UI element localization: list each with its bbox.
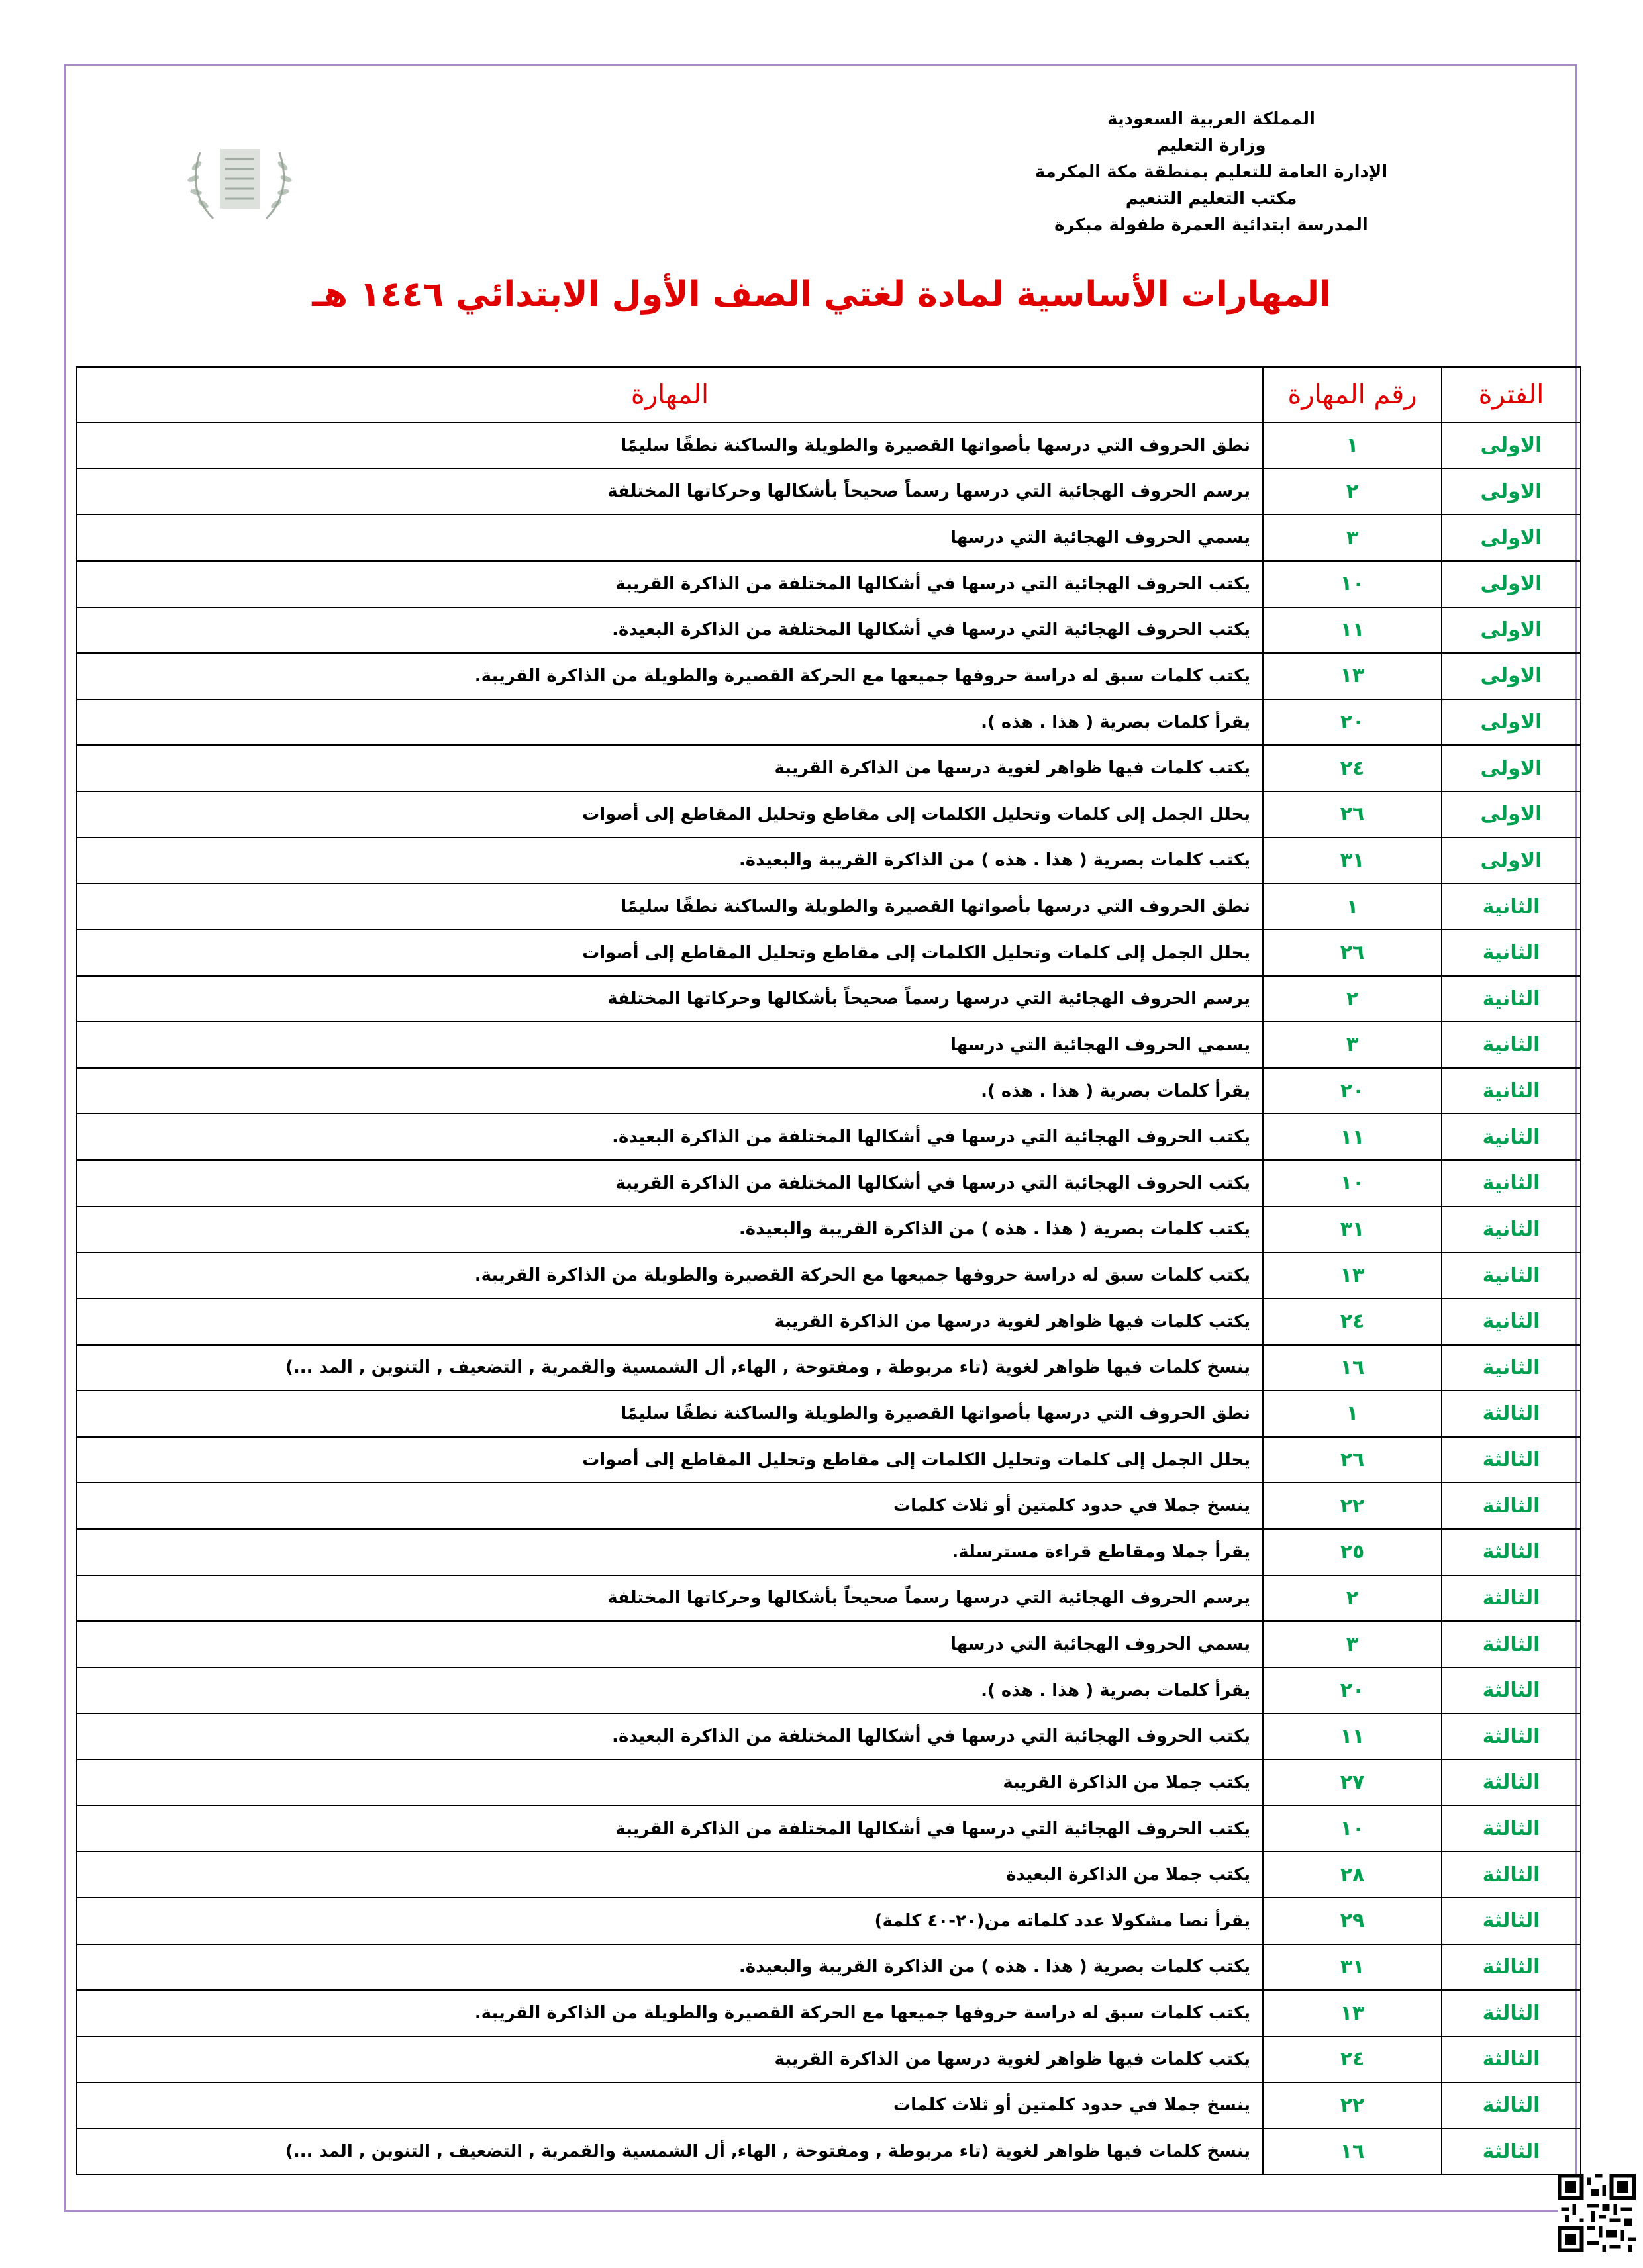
period-cell: الثالثة: [1442, 1483, 1581, 1529]
table-row: [77, 791, 1581, 838]
period-cell: الثالثة: [1442, 1990, 1581, 2036]
period-cell: الاولى: [1442, 607, 1581, 654]
period-cell: الثالثة: [1442, 1806, 1581, 1852]
skill-number-cell: ١: [1263, 883, 1442, 930]
laurel-logo-icon: [174, 132, 306, 232]
skill-number-cell: ٣١: [1263, 838, 1442, 884]
period-cell: الثانية: [1442, 1068, 1581, 1114]
table-row: [77, 1437, 1581, 1483]
skill-cell: يكتب كلمات فيها ظواهر لغوية درسها من الذاكرة القريبة: [77, 2036, 1263, 2083]
table-row: [77, 422, 1581, 469]
qr-code-icon: [1558, 2174, 1636, 2252]
table-row: [77, 2036, 1581, 2083]
table-row: [77, 930, 1581, 976]
skill-cell: يقرأ كلمات بصرية ( هذا . هذه ).: [77, 1667, 1263, 1714]
table-row: [77, 607, 1581, 654]
letterhead-school: المدرسة ابتدائية العمرة طفولة مبكرة: [1054, 215, 1368, 235]
table-row: [77, 653, 1581, 699]
header-skill: المهارة: [77, 367, 1263, 422]
skill-cell: يقرأ كلمات بصرية ( هذا . هذه ).: [77, 1068, 1263, 1114]
skill-cell: يسمي الحروف الهجائية التي درسها: [77, 515, 1263, 561]
skill-cell: يكتب كلمات سبق له دراسة حروفها جميعها مع الحركة القصيرة والطويلة من الذاكرة القريبة.: [77, 1252, 1263, 1299]
skill-cell: يسمي الحروف الهجائية التي درسها: [77, 1621, 1263, 1667]
skill-cell: يرسم الحروف الهجائية التي درسها رسماً صحيحاً بأشكالها وحركاتها المختلفة: [77, 1575, 1263, 1622]
skill-number-cell: ٢٠: [1263, 1667, 1442, 1714]
period-cell: الثالثة: [1442, 2083, 1581, 2129]
table-row: [77, 469, 1581, 515]
table-row: [77, 1391, 1581, 1437]
period-cell: الثانية: [1442, 1299, 1581, 1345]
period-cell: الاولى: [1442, 791, 1581, 838]
header-period: الفترة: [1442, 367, 1581, 422]
skill-cell: يكتب جملا من الذاكرة البعيدة: [77, 1851, 1263, 1898]
period-cell: الثالثة: [1442, 2036, 1581, 2083]
period-cell: الاولى: [1442, 422, 1581, 469]
table-header-row: [77, 367, 1581, 422]
skill-cell: ينسخ كلمات فيها ظواهر لغوية (تاء مربوطة , ومفتوحة , الهاء, أل الشمسية والقمرية , التضعيف , التنوين , المد ...): [77, 2128, 1263, 2175]
skill-cell: نطق الحروف التي درسها بأصواتها القصيرة والطويلة والساكنة نطقًا سليمًا: [77, 883, 1263, 930]
table-row: [77, 976, 1581, 1022]
letterhead-country: المملكة العربية السعودية: [1107, 109, 1315, 129]
period-cell: الثانية: [1442, 930, 1581, 976]
period-cell: الثانية: [1442, 1022, 1581, 1068]
skill-cell: يكتب كلمات بصرية ( هذا . هذه ) من الذاكرة القريبة والبعيدة.: [77, 1944, 1263, 1991]
skill-number-cell: ١٠: [1263, 1806, 1442, 1852]
period-cell: الثالثة: [1442, 1575, 1581, 1622]
skill-number-cell: ١١: [1263, 607, 1442, 654]
table-row: [77, 1806, 1581, 1852]
period-cell: الثانية: [1442, 976, 1581, 1022]
skill-cell: يكتب كلمات فيها ظواهر لغوية درسها من الذاكرة القريبة: [77, 1299, 1263, 1345]
table-row: [77, 1714, 1581, 1760]
skill-cell: نطق الحروف التي درسها بأصواتها القصيرة والطويلة والساكنة نطقًا سليمًا: [77, 1391, 1263, 1437]
skill-cell: يحلل الجمل إلى كلمات وتحليل الكلمات إلى مقاطع وتحليل المقاطع إلى أصوات: [77, 1437, 1263, 1483]
school-logo: [174, 132, 306, 232]
table-row: [77, 2128, 1581, 2175]
table-row: [77, 2083, 1581, 2129]
skill-number-cell: ٢٩: [1263, 1898, 1442, 1944]
period-cell: الثالثة: [1442, 1529, 1581, 1575]
skill-cell: يسمي الحروف الهجائية التي درسها: [77, 1022, 1263, 1068]
skill-number-cell: ١٠: [1263, 1160, 1442, 1207]
table-row: [77, 561, 1581, 607]
skill-cell: يكتب الحروف الهجائية التي درسها في أشكالها المختلفة من الذاكرة القريبة: [77, 561, 1263, 607]
period-cell: الاولى: [1442, 469, 1581, 515]
table-row: [77, 1667, 1581, 1714]
skill-cell: يكتب كلمات بصرية ( هذا . هذه ) من الذاكرة القريبة والبعيدة.: [77, 838, 1263, 884]
skill-number-cell: ١٣: [1263, 1252, 1442, 1299]
qr-code: [1558, 2174, 1636, 2252]
table-row: [77, 1114, 1581, 1160]
skill-number-cell: ٢٠: [1263, 1068, 1442, 1114]
skill-number-cell: ١١: [1263, 1114, 1442, 1160]
skill-cell: يقرأ جملا ومقاطع قراءة مسترسلة.: [77, 1529, 1263, 1575]
period-cell: الثالثة: [1442, 1437, 1581, 1483]
period-cell: الثالثة: [1442, 1759, 1581, 1806]
period-cell: الثالثة: [1442, 1714, 1581, 1760]
letterhead-directorate: الإدارة العامة للتعليم بمنطقة مكة المكرمة: [1034, 162, 1388, 182]
period-cell: الاولى: [1442, 745, 1581, 791]
skill-number-cell: ٢٤: [1263, 745, 1442, 791]
table-body: [77, 422, 1581, 2175]
skill-number-cell: ٣: [1263, 1621, 1442, 1667]
table-row: [77, 1022, 1581, 1068]
skill-number-cell: ١٠: [1263, 561, 1442, 607]
skill-cell: يكتب الحروف الهجائية التي درسها في أشكالها المختلفة من الذاكرة البعيدة.: [77, 1114, 1263, 1160]
table-row: [77, 1575, 1581, 1622]
skill-cell: يرسم الحروف الهجائية التي درسها رسماً صحيحاً بأشكالها وحركاتها المختلفة: [77, 469, 1263, 515]
letterhead-ministry: وزارة التعليم: [1156, 136, 1266, 156]
skill-cell: يكتب كلمات سبق له دراسة حروفها جميعها مع الحركة القصيرة والطويلة من الذاكرة القريبة.: [77, 653, 1263, 699]
skill-number-cell: ٢٦: [1263, 930, 1442, 976]
table-row: [77, 1621, 1581, 1667]
skill-cell: يقرأ كلمات بصرية ( هذا . هذه ).: [77, 699, 1263, 746]
period-cell: الاولى: [1442, 838, 1581, 884]
skill-number-cell: ٢٨: [1263, 1851, 1442, 1898]
skill-number-cell: ٢٧: [1263, 1759, 1442, 1806]
skill-cell: نطق الحروف التي درسها بأصواتها القصيرة والطويلة والساكنة نطقًا سليمًا: [77, 422, 1263, 469]
skill-number-cell: ٢٢: [1263, 2083, 1442, 2129]
table-row: [77, 1898, 1581, 1944]
table-row: [77, 1068, 1581, 1114]
table-row: [77, 1252, 1581, 1299]
table-row: [77, 699, 1581, 746]
skill-number-cell: ٢٤: [1263, 1299, 1442, 1345]
period-cell: الثانية: [1442, 1114, 1581, 1160]
header-skill-number: رقم المهارة: [1263, 367, 1442, 422]
skill-number-cell: ٢: [1263, 976, 1442, 1022]
skill-cell: يقرأ نصا مشكولا عدد كلماته من(٢٠-٤٠ كلمة): [77, 1898, 1263, 1944]
skill-number-cell: ٢٥: [1263, 1529, 1442, 1575]
skill-number-cell: ١: [1263, 1391, 1442, 1437]
skill-number-cell: ٢٤: [1263, 2036, 1442, 2083]
period-cell: الثانية: [1442, 1160, 1581, 1207]
skill-cell: يحلل الجمل إلى كلمات وتحليل الكلمات إلى مقاطع وتحليل المقاطع إلى أصوات: [77, 930, 1263, 976]
skill-cell: يكتب الحروف الهجائية التي درسها في أشكالها المختلفة من الذاكرة البعيدة.: [77, 607, 1263, 654]
letterhead-office: مكتب التعليم التنعيم: [1125, 189, 1297, 209]
skill-number-cell: ١: [1263, 422, 1442, 469]
table-row: [77, 1529, 1581, 1575]
period-cell: الثالثة: [1442, 1944, 1581, 1991]
table-row: [77, 745, 1581, 791]
skill-number-cell: ١٣: [1263, 653, 1442, 699]
skill-cell: ينسخ كلمات فيها ظواهر لغوية (تاء مربوطة , ومفتوحة , الهاء, أل الشمسية والقمرية , التضعيف , التنوين , المد ...): [77, 1345, 1263, 1391]
table-row: [77, 1990, 1581, 2036]
period-cell: الثالثة: [1442, 1898, 1581, 1944]
skills-table: [76, 366, 1581, 2175]
period-cell: الاولى: [1442, 515, 1581, 561]
period-cell: الثانية: [1442, 1252, 1581, 1299]
skill-number-cell: ٢٠: [1263, 699, 1442, 746]
skill-number-cell: ١٦: [1263, 1345, 1442, 1391]
table-row: [77, 1944, 1581, 1991]
table-row: [77, 1851, 1581, 1898]
period-cell: الاولى: [1442, 699, 1581, 746]
skill-number-cell: ٣١: [1263, 1207, 1442, 1253]
period-cell: الثالثة: [1442, 1667, 1581, 1714]
document-title: المهارات الأساسية لمادة لغتي الصف الأول الابتدائي ١٤٤٦ هـ: [312, 275, 1331, 315]
period-cell: الثانية: [1442, 1207, 1581, 1253]
skill-cell: يرسم الحروف الهجائية التي درسها رسماً صحيحاً بأشكالها وحركاتها المختلفة: [77, 976, 1263, 1022]
period-cell: الثالثة: [1442, 1851, 1581, 1898]
skill-number-cell: ٣١: [1263, 1944, 1442, 1991]
table-row: [77, 1483, 1581, 1529]
skill-number-cell: ٢٦: [1263, 1437, 1442, 1483]
table-row: [77, 1207, 1581, 1253]
letterhead: [979, 106, 1443, 238]
skill-cell: يكتب جملا من الذاكرة القريبة: [77, 1759, 1263, 1806]
table-row: [77, 515, 1581, 561]
table-row: [77, 1160, 1581, 1207]
period-cell: الثانية: [1442, 883, 1581, 930]
table-row: [77, 1759, 1581, 1806]
skill-cell: يكتب الحروف الهجائية التي درسها في أشكالها المختلفة من الذاكرة القريبة: [77, 1160, 1263, 1207]
table-row: [77, 1345, 1581, 1391]
skill-number-cell: ٣: [1263, 515, 1442, 561]
skill-cell: يكتب كلمات بصرية ( هذا . هذه ) من الذاكرة القريبة والبعيدة.: [77, 1207, 1263, 1253]
skill-number-cell: ٢: [1263, 1575, 1442, 1622]
skill-number-cell: ٢: [1263, 469, 1442, 515]
skill-cell: ينسخ جملا في حدود كلمتين أو ثلاث كلمات: [77, 1483, 1263, 1529]
skill-number-cell: ٣: [1263, 1022, 1442, 1068]
skill-cell: ينسخ جملا في حدود كلمتين أو ثلاث كلمات: [77, 2083, 1263, 2129]
period-cell: الثالثة: [1442, 1621, 1581, 1667]
skill-cell: يكتب كلمات سبق له دراسة حروفها جميعها مع الحركة القصيرة والطويلة من الذاكرة القريبة.: [77, 1990, 1263, 2036]
skill-number-cell: ٢٦: [1263, 791, 1442, 838]
skill-number-cell: ١١: [1263, 1714, 1442, 1760]
skill-cell: يكتب الحروف الهجائية التي درسها في أشكالها المختلفة من الذاكرة القريبة: [77, 1806, 1263, 1852]
period-cell: الثالثة: [1442, 2128, 1581, 2175]
period-cell: الاولى: [1442, 561, 1581, 607]
period-cell: الثانية: [1442, 1345, 1581, 1391]
skill-cell: يحلل الجمل إلى كلمات وتحليل الكلمات إلى مقاطع وتحليل المقاطع إلى أصوات: [77, 791, 1263, 838]
table-row: [77, 883, 1581, 930]
table-row: [77, 838, 1581, 884]
skill-number-cell: ١٦: [1263, 2128, 1442, 2175]
skill-cell: يكتب كلمات فيها ظواهر لغوية درسها من الذاكرة القريبة: [77, 745, 1263, 791]
skill-number-cell: ١٣: [1263, 1990, 1442, 2036]
table-row: [77, 1299, 1581, 1345]
skill-cell: يكتب الحروف الهجائية التي درسها في أشكالها المختلفة من الذاكرة البعيدة.: [77, 1714, 1263, 1760]
period-cell: الثالثة: [1442, 1391, 1581, 1437]
skill-number-cell: ٢٢: [1263, 1483, 1442, 1529]
period-cell: الاولى: [1442, 653, 1581, 699]
